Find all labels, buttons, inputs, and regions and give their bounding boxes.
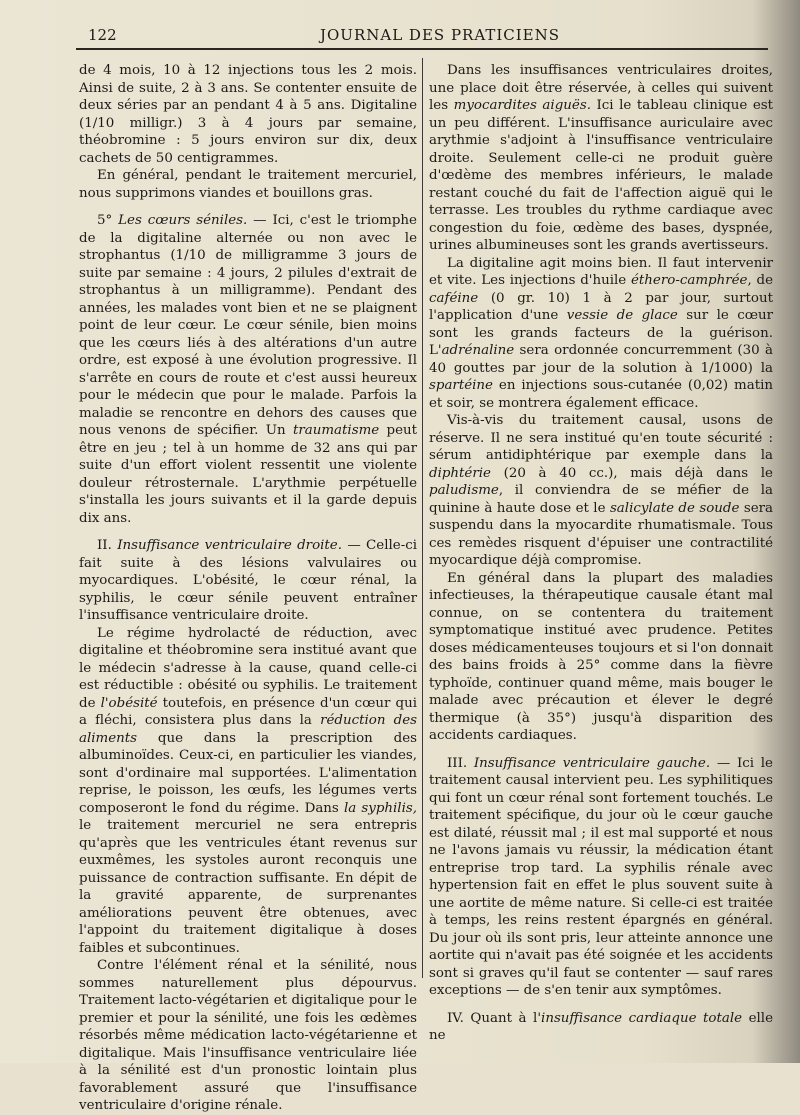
emphasis: réduction des aliments xyxy=(79,713,417,746)
paragraph-text: — Ici le traitement causal intervient peu. Les syphilitiques qui font un cœur rénal sont fortement touchés. Le traitement spécifique, du jour où le cœur gauche est dilaté, réussit mal ; il est mal supporté et nous ne l'avons jamais vu réussir, la médication étant entreprise trop tard. La syphilis rénale avec hypertension fait en effet le plus souvent suite à une aortite de même nature. Si celle-ci est traitée à temps, les reins restent épargnés en général. Du jour où ils sont pris, leur atteinte annonce une aortite qui n'avait pas été soignée et les accidents sont si graves qu'il faut se contenter — sauf rares exceptions — de s'en tenir aux symptômes. xyxy=(429,755,773,998)
paragraph-text: Ici le tableau clinique est un peu différent. L'insuffisance auriculaire avec arythmie s'adjoint à l'insuffisance ventriculaire droite. Seulement celle-ci ne produit guère d'œdème des membres inférieurs, le malade restant couché du fait de l'affection aiguë qui le terrasse. Les troubles du rythme cardiaque avec congestion du foie, œdème des bases, dyspnée, urines albumineuses sont les grands avertisseurs. xyxy=(429,98,773,253)
paragraph-text: , de xyxy=(747,273,773,288)
section-heading: Les cœurs séniles. xyxy=(118,213,248,228)
paragraph-text: que dans la prescription des albuminoïdes. Ceux-ci, en particulier les viandes, sont d'ordinaire mal supportées. L'alimentation reprise, le poisson, les œufs, les légumes verts composeront le fond du régime. Dans xyxy=(79,730,417,816)
right-column xyxy=(429,62,773,1045)
emphasis: vessie de glace xyxy=(566,308,678,323)
paragraph xyxy=(429,255,773,413)
paragraph-text: — Ici, c'est le triomphe de la digitaline alternée ou non avec le strophantus (1/10 de milligramme 3 jours de suite par semaine : 4 jours, 2 pilules d'extrait de strophantus à un milligramme). Pendant des années, les malades vont bien et ne se plaignent point de leur cœur. Le cœur sénile, bien moins que les cœurs liés à des altérations d'un autre ordre, est exposé à une évolution progressive. Il s'arrête en cours de route et c'est aussi heureux pour le médecin que pour le malade. Parfois la maladie se rencontre en dehors des causes que nous venons de spécifier. Un xyxy=(79,213,417,438)
paragraph-text: elle ne xyxy=(429,1010,773,1043)
section-heading: Insuffisance ventriculaire gauche. xyxy=(473,755,711,771)
paragraph-text: , il conviendra de se méfier de la quinine à haute dose et le xyxy=(429,483,773,516)
section-heading: insuffisance cardiaque totale xyxy=(541,1010,743,1026)
paragraph-text: Le régime hydrolacté de réduction, avec digitaline et théobromine sera institué avant que le médecin s'adresse à la cause, quand celle-ci est réductible : obésité ou syphilis. Le traitement de xyxy=(79,625,417,711)
emphasis: spartéine xyxy=(429,378,493,393)
paragraph xyxy=(79,625,417,958)
page-number: 122 xyxy=(88,26,117,44)
paragraph-text: La digitaline agit moins bien. Il faut intervenir et vite. Les injections d'huile xyxy=(429,255,773,288)
column-divider xyxy=(422,58,423,978)
paragraph: de 4 mois, 10 à 12 injections tous les 2 mois. Ainsi de suite, 2 à 3 ans. Se contenter ensuite de deux séries par an pendant 4 à 5 ans. Digitaline (1/10 milligr.) 3 à 4 jours par semaine, théobromine : 5 jours environ sur dix, deux cachets de 50 centigrammes. xyxy=(79,63,417,166)
paragraph-text: — Celle-ci fait suite à des lésions valvulaires ou myocardiques. L'obésité, le cœur rénal, la syphilis, le cœur sénile peuvent entraîner l'insuffisance ventriculaire droite. xyxy=(79,538,417,623)
paragraph-text: sera suspendu dans la myocardite rhumatismale. Tous ces remèdes risquent d'épuiser une contractilité myocardique déjà compromise. xyxy=(429,500,774,568)
paragraph-text: peut être en jeu ; tel à un homme de 32 ans qui par suite d'un effort violent ressentit une violente douleur rétrosternale. L'arythmie perpétuelle s'installa les jours suivants et il la garde depuis dix ans. xyxy=(79,423,418,526)
paragraph-text: (20 à 40 cc.), mais déjà dans le xyxy=(490,465,773,481)
section-heading: Insuffisance ventriculaire droite. xyxy=(117,538,342,553)
emphasis: la syphilis, xyxy=(343,800,417,816)
section-insuffisance-totale xyxy=(429,1010,773,1045)
paragraph xyxy=(429,412,773,570)
section-insuffisance-droite xyxy=(79,537,417,625)
emphasis: salicylate de soude xyxy=(609,500,740,516)
emphasis: diphtérie xyxy=(429,465,491,481)
emphasis: traumatisme xyxy=(292,423,380,438)
journal-title: JOURNAL DES PRATICIENS xyxy=(320,26,561,44)
paragraph-text: toutefois, en présence d'un cœur qui a fléchi, consistera plus dans la xyxy=(79,695,417,728)
emphasis: adrénaline xyxy=(441,343,515,358)
paragraph-text: sur le cœur sont les grands facteurs de la guérison. L' xyxy=(429,308,773,358)
section-number: IV. Quant à l' xyxy=(447,1010,542,1026)
emphasis: paludisme xyxy=(429,483,499,498)
paragraph-text: Vis-à-vis du traitement causal, usons de réserve. Il ne sera institué qu'en toute sécurité : sérum antidiphtérique par exemple dans la xyxy=(429,413,773,463)
section-coeurs-seniles xyxy=(79,212,417,527)
paragraph-text: en injections sous-cutanée (0,02) matin et soir, se montrera également efficace. xyxy=(429,378,773,411)
emphasis: myocardites aiguës. xyxy=(453,98,591,113)
paragraph-text: (0 gr. 10) 1 à 2 par jour, surtout l'application d'une xyxy=(429,290,773,323)
emphasis: éthero-camphrée xyxy=(631,273,748,288)
paragraph xyxy=(429,62,773,255)
left-column xyxy=(79,62,417,1115)
paragraph: En général dans la plupart des maladies infectieuses, la thérapeutique causale étant mal connue, on se contentera du traitement symptomatique institué avec prudence. Petites doses médicamenteuses toujours et si l'on donnait des bains froids à 25° comme dans la fièvre typhoïde, continuer quand même, mais bouger le malade avec précaution et élever le degré thermique (à 35°) jusqu'à disparition des accidents cardiaques. xyxy=(429,570,773,743)
paragraph: En général, pendant le traitement mercuriel, nous supprimons viandes et bouillons gras. xyxy=(79,168,417,201)
paragraph-text: Dans les insuffisances ventriculaires droites, une place doit être réservée, à celles qui suivent les xyxy=(429,63,773,113)
paragraph: Contre l'élément rénal et la sénilité, nous sommes naturellement plus dépourvus. Traitement lacto-végétarien et digitalique pour le premier et pour la sénilité, une fois les œdèmes résorbés même médication lacto-végétarienne et digitalique. Mais l'insuffisance ventriculaire liée à la sénilité est d'un pronostic lointain plus favorablement assuré que l'insuffisance ventriculaire d'origine rénale. xyxy=(79,958,417,1113)
section-number: 5° xyxy=(97,213,113,228)
page-header xyxy=(70,22,775,46)
paragraph-text: le traitement mercuriel ne sera entrepris qu'après que les ventricules étant revenus sur euxmêmes, les systoles auront reconquis une puissance de contraction suffisante. En dépit de la gravité apparente, de surprenantes améliorations peuvent être obtenues, avec l'appoint du traitement digitalique à doses faibles et subcontinues. xyxy=(79,818,417,956)
emphasis: caféine xyxy=(429,290,479,306)
section-number: III. xyxy=(447,755,468,771)
paragraph-text: sera ordonnée concurremment (30 à 40 gouttes par jour de la solution à 1/1000) la xyxy=(429,343,773,376)
header-rule xyxy=(76,48,768,50)
section-number: II. xyxy=(97,538,112,553)
section-insuffisance-gauche xyxy=(429,755,773,1000)
emphasis: l'obésité xyxy=(100,695,158,711)
